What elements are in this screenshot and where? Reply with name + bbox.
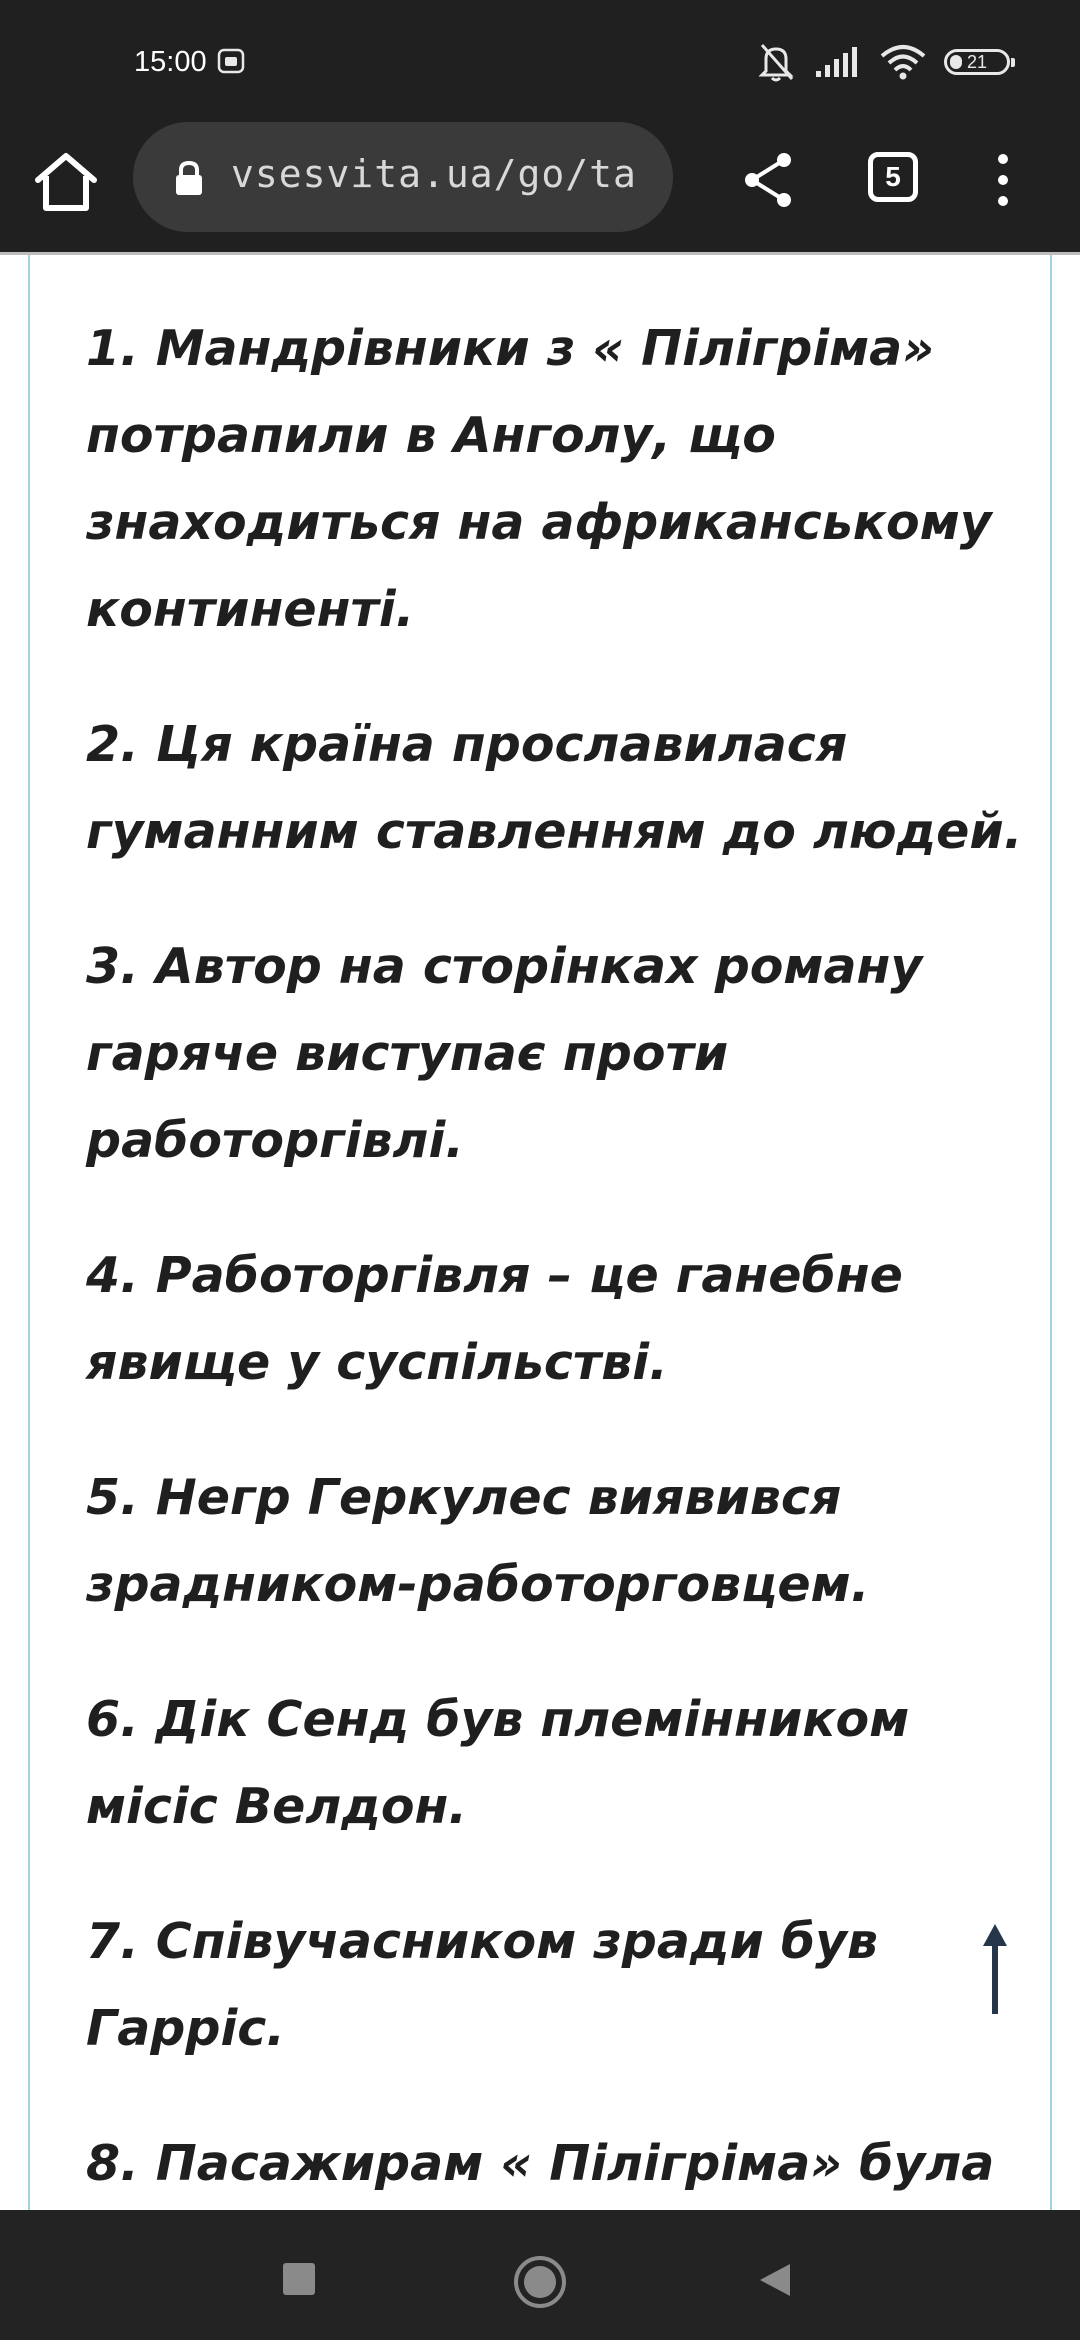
list-item: 6. Дік Сенд був племінником місіс Велдон. [86,1691,910,1835]
top-chrome [0,0,1080,255]
scroll-to-top-icon[interactable] [965,1920,1025,2020]
back-icon[interactable] [758,2262,792,2298]
page-content[interactable] [28,255,1052,2210]
notification-muted-icon [756,41,796,83]
share-icon[interactable] [740,150,796,210]
list-item: 4. Работоргівля – це ганебне явище у суспільстві. [86,1247,903,1391]
home-icon[interactable] [30,146,102,218]
battery-icon [944,49,1010,75]
battery-level: 21 [966,51,988,72]
browser-toolbar [0,120,1080,255]
tab-switcher-button[interactable]: 5 [868,152,918,202]
url-text[interactable]: vsesvita.ua/go/ta [231,152,637,196]
system-nav-bar [0,2210,1080,2340]
list-item: 3. Автор на сторінках роману гаряче виступає проти работоргівлі. [86,938,923,1169]
app-notification-icon [216,46,246,76]
signal-icon [814,45,862,79]
status-icons [756,40,1010,84]
recent-apps-icon[interactable] [283,2263,315,2295]
status-time: 15:00 [134,46,207,78]
statement-list [86,305,1046,2210]
more-vert-icon[interactable] [988,150,1018,210]
list-item: 7. Співучасником зради був Гарріс. [86,1913,879,2057]
url-bar[interactable] [133,122,673,232]
list-item: 2. Ця країна прославилася гуманним ставленням до людей. [86,716,1023,860]
list-item: 1. Мандрівники з « Пілігріма» потрапили в Анголу, що знаходиться на африканському континенті. [86,320,992,638]
lock-icon[interactable] [173,160,205,196]
list-item: 5. Негр Геркулес виявився зрадником-работорговцем. [86,1469,870,1613]
list-item: 8. Пасажирам « Пілігріма» була [86,2135,995,2192]
wifi-icon [880,44,926,80]
status-bar [0,0,1080,120]
home-circle-icon[interactable] [512,2254,568,2310]
